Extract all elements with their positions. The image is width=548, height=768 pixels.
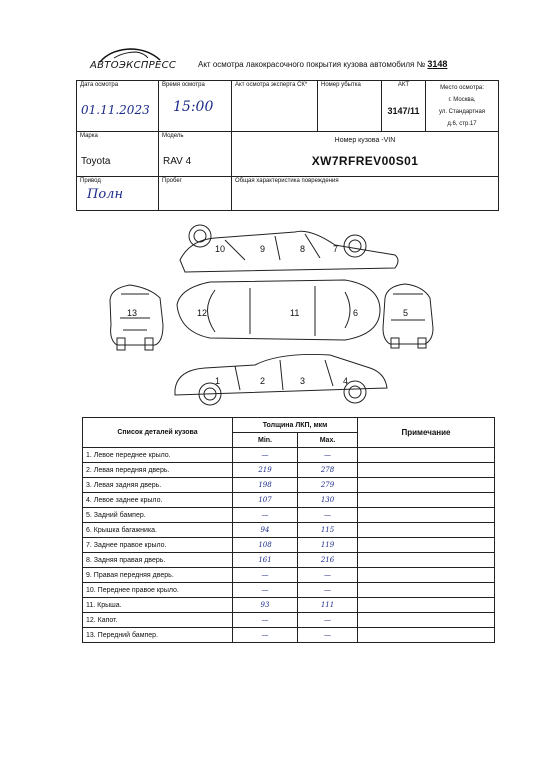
part-name: 10. Переднее правое крыло. [83, 583, 233, 598]
min-thickness: — [233, 508, 298, 523]
col-note-header: Примечание [358, 418, 495, 448]
max-thickness: 279 [298, 478, 358, 493]
part-name: 5. Задний бампер. [83, 508, 233, 523]
parts-table [82, 417, 495, 643]
max-thickness: — [298, 508, 358, 523]
min-thickness: 198 [233, 478, 298, 493]
zone-label-1: 1 [215, 376, 221, 386]
part-name: 6. Крышка багажника. [83, 523, 233, 538]
zone-label-13: 13 [127, 308, 138, 318]
drive-cell [77, 177, 159, 211]
max-thickness: 111 [298, 598, 358, 613]
place-cell [426, 81, 499, 132]
zone-label-10: 10 [215, 244, 226, 254]
damage-cell [232, 177, 499, 211]
min-thickness: 108 [233, 538, 298, 553]
date-value: 01.11.2023 [81, 103, 150, 117]
min-thickness: 161 [233, 553, 298, 568]
max-thickness: 278 [298, 463, 358, 478]
car-top-view [177, 280, 380, 340]
document-title [198, 59, 447, 69]
place-line-1: г. Москва, [448, 97, 476, 103]
mileage-cell [159, 177, 232, 211]
min-thickness: — [233, 583, 298, 598]
part-name: 13. Передний бампер. [83, 628, 233, 643]
note-cell [358, 553, 495, 568]
vin-value: XW7RFREV00S01 [311, 154, 419, 168]
act-number: 3148 [427, 59, 448, 69]
vin-label: Номер кузова -VIN [334, 137, 396, 144]
note-cell [358, 508, 495, 523]
place-line-2: ул. Стандартная [438, 109, 486, 115]
title-text: Акт осмотра лакокрасочного покрытия кузова автомобиля № [198, 60, 426, 69]
min-thickness: — [233, 613, 298, 628]
note-cell [358, 613, 495, 628]
table-row [83, 463, 495, 478]
table-row [83, 628, 495, 643]
zone-label-5: 5 [403, 308, 409, 318]
min-thickness: — [233, 448, 298, 463]
drive-value: Полн [87, 187, 124, 202]
min-thickness: 107 [233, 493, 298, 508]
min-thickness: — [233, 628, 298, 643]
company-logo [90, 46, 177, 76]
car-left-side-view [175, 354, 387, 405]
col-min-header: Min. [233, 433, 298, 448]
damage-label: Общая характеристика повреждения [235, 178, 339, 184]
table-row [83, 478, 495, 493]
part-name: 7. Заднее правое крыло. [83, 538, 233, 553]
part-name: 8. Задняя правая дверь. [83, 553, 233, 568]
zone-label-12: 12 [197, 308, 208, 318]
min-thickness: — [233, 568, 298, 583]
zone-label-9: 9 [260, 244, 266, 254]
part-name: 3. Левая задняя дверь. [83, 478, 233, 493]
expert-cell [232, 81, 318, 132]
note-cell [358, 448, 495, 463]
max-thickness: — [298, 448, 358, 463]
place-line-3: д.6, стр.17 [447, 121, 477, 127]
time-label: Время осмотра [162, 82, 205, 88]
note-cell [358, 628, 495, 643]
act-cell [382, 81, 426, 132]
date-label: Дата осмотра [80, 82, 119, 88]
zone-label-2: 2 [260, 376, 266, 386]
table-row [83, 553, 495, 568]
max-thickness: — [298, 568, 358, 583]
table-row [83, 523, 495, 538]
max-thickness: — [298, 628, 358, 643]
expert-label: Акт осмотра эксперта СК* [235, 82, 308, 88]
max-thickness: — [298, 613, 358, 628]
table-row [83, 598, 495, 613]
place-label: Место осмотра: [440, 85, 484, 91]
note-cell [358, 493, 495, 508]
min-thickness: 219 [233, 463, 298, 478]
car-right-side-view [180, 225, 398, 272]
zone-label-11: 11 [290, 308, 300, 318]
table-row [83, 613, 495, 628]
model-value: RAV 4 [163, 156, 192, 167]
note-cell [358, 583, 495, 598]
table-row [83, 538, 495, 553]
make-cell [77, 132, 159, 177]
part-name: 9. Правая передняя дверь. [83, 568, 233, 583]
max-thickness: 115 [298, 523, 358, 538]
max-thickness: — [298, 583, 358, 598]
act-value: 3147/11 [387, 106, 420, 116]
note-cell [358, 478, 495, 493]
table-row [83, 448, 495, 463]
zone-label-8: 8 [300, 244, 306, 254]
make-label: Марка [80, 133, 98, 139]
table-row [83, 508, 495, 523]
table-row [83, 568, 495, 583]
logo-text: АВТОЭКСПРЕСС [90, 60, 177, 71]
date-cell [77, 81, 159, 132]
col-max-header: Max. [298, 433, 358, 448]
car-diagram [105, 210, 445, 415]
zone-label-3: 3 [300, 376, 306, 386]
note-cell [358, 538, 495, 553]
drive-label: Привод [80, 178, 101, 184]
note-cell [358, 598, 495, 613]
part-name: 2. Левая передняя дверь. [83, 463, 233, 478]
max-thickness: 130 [298, 493, 358, 508]
time-value: 15:00 [173, 99, 214, 115]
min-thickness: 93 [233, 598, 298, 613]
max-thickness: 216 [298, 553, 358, 568]
zone-label-7: 7 [333, 244, 339, 254]
max-thickness: 119 [298, 538, 358, 553]
act-label: АКТ [397, 82, 410, 88]
table-row [83, 583, 495, 598]
col-thickness-header: Толщина ЛКП, мкм [233, 418, 358, 433]
vin-cell [232, 132, 499, 177]
col-part-header: Список деталей кузова [83, 418, 233, 448]
part-name: 12. Капот. [83, 613, 233, 628]
note-cell [358, 463, 495, 478]
min-thickness: 94 [233, 523, 298, 538]
make-value: Toyota [81, 156, 111, 167]
zone-label-6: 6 [353, 308, 359, 318]
model-cell [159, 132, 232, 177]
table-row [83, 493, 495, 508]
part-name: 4. Левое заднее крыло. [83, 493, 233, 508]
time-cell [159, 81, 232, 132]
zone-label-4: 4 [343, 376, 349, 386]
loss-cell [318, 81, 382, 132]
part-name: 1. Левое переднее крыло. [83, 448, 233, 463]
loss-label: Номер убытка [321, 82, 361, 88]
mileage-label: Пробег [162, 178, 182, 184]
model-label: Модель [162, 133, 184, 139]
info-table [76, 80, 499, 211]
note-cell [358, 523, 495, 538]
part-name: 11. Крыша. [83, 598, 233, 613]
note-cell [358, 568, 495, 583]
